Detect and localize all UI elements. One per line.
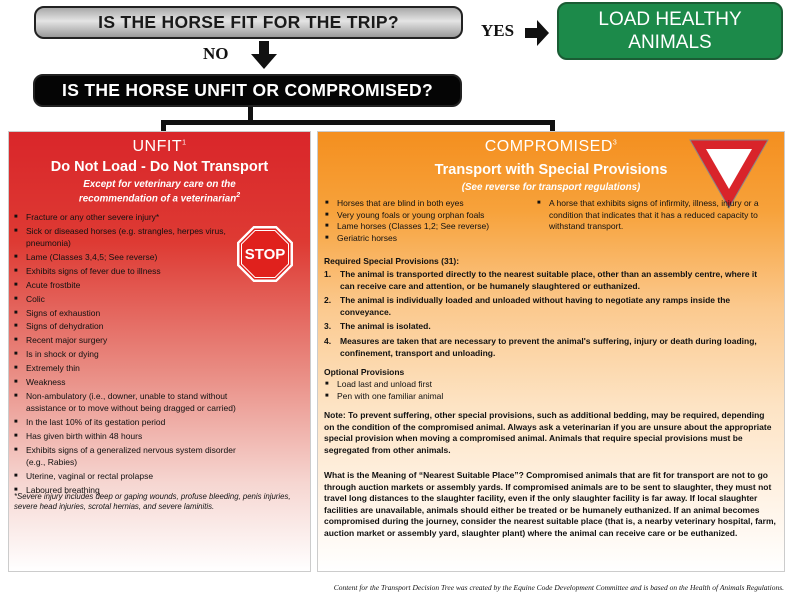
- unfit-list-item: ■ Sick or diseased horses (e.g. strangles, herpes virus, pneumonia): [13, 226, 241, 249]
- arrow-down-icon: [251, 41, 277, 69]
- unfit-panel: [8, 131, 311, 572]
- required-item-text: The animal is isolated.: [340, 321, 431, 332]
- unfit-list-item: ■ Signs of dehydration: [13, 321, 241, 333]
- unfit-list-item: ■ Non-ambulatory (i.e., downer, unable to stand without assistance or to move without being dragged or carried): [13, 391, 241, 414]
- yes-label: YES: [481, 21, 515, 40]
- fit-question-box: [34, 6, 463, 39]
- unfit-list-item: ■ Has given birth within 48 hours: [13, 431, 241, 443]
- required-item-number: 4.: [324, 335, 332, 346]
- note-paragraph: Note: To prevent suffering, other special provisions, such as additional bedding, may be required, depending on the condition of the compromised animal. Always ask a veterinarian if you are unsure about the appropriate special provision when moving a compromised animal. Animals that require special provisions must be segregated from other animals.: [324, 410, 772, 455]
- required-list-item: [324, 269, 772, 292]
- unfit-list-item: ■ Signs of exhaustion: [13, 308, 241, 320]
- nsp-text: Compromised animals that are fit for transport are not to go through auction markets or assembly yards. If compromised animals are to be sent to slaughter, they must not travel long distances to the slaughter facility, even if the only slaughter facility is far away. If local slaughter facilities are unavailable, animals should either be treated or be humanely euthanized. If an animal becomes compromised during the journey, consider the nearest suitable place (that is, a nearby veterinary hospital, farm, auction market or assembly yard, slaughter plant) where the animal can receive care or be euthanized.: [324, 470, 776, 538]
- unfit-list-item: ■ Lame (Classes 3,4,5; See reverse): [13, 252, 241, 264]
- required-item-text: The animal is individually loaded and unloaded without having to negotiate any ramps inside the conveyance.: [340, 295, 731, 317]
- required-item-text: Measures are taken that are necessary to prevent the animal's suffering, injury or death during loading, confinement, transport and unloading.: [340, 335, 757, 358]
- arrow-right-icon: [525, 20, 549, 46]
- load-healthy-text: LOAD HEALTHY ANIMALS: [598, 9, 742, 53]
- compromised-panel: [317, 131, 785, 572]
- unfit-list-item: ■ Exhibits signs of fever due to illness: [13, 266, 241, 278]
- unfit-question-box: [33, 74, 462, 107]
- compromised-list-item: ■ Geriatric horses: [324, 233, 539, 245]
- compromised-right-item: ■ A horse that exhibits signs of infirmity, illness, injury or a condition that indicates that it has a reduced capacity to withstand transport.: [536, 198, 774, 233]
- unfit-list-item: ■ Extremely thin: [13, 363, 241, 375]
- credit-line: Content for the Transport Decision Tree was created by the Equine Code Development Committee and is based on the Health of Animals Regulations.: [333, 583, 784, 592]
- compromised-list-item: ■ Horses that are blind in both eyes: [324, 198, 539, 210]
- stop-sign-text: STOP: [244, 246, 286, 263]
- unfit-list-item: ■ Colic: [13, 294, 241, 306]
- required-list-item: [324, 336, 772, 359]
- unfit-question-text: IS THE HORSE UNFIT OR COMPROMISED?: [62, 80, 433, 100]
- compromised-title-sup: 3: [612, 139, 618, 147]
- optional-list-item: ■ Load last and unload first: [324, 379, 624, 391]
- optional-list: [324, 379, 624, 402]
- optional-heading: Optional Provisions: [324, 367, 405, 377]
- unfit-list-item: ■ Recent major surgery: [13, 335, 241, 347]
- compromised-right-list: [536, 198, 774, 233]
- required-item-number: 2.: [324, 295, 332, 306]
- unfit-list-item: ■ Uterine, vaginal or rectal prolapse: [13, 471, 241, 483]
- compromised-subtitle: Transport with Special Provisions: [434, 162, 668, 178]
- required-list-item: [324, 321, 772, 333]
- unfit-list-item: ■ Acute frostbite: [13, 280, 241, 292]
- nearest-suitable-place: [324, 470, 776, 540]
- unfit-title-text: UNFIT: [132, 138, 183, 155]
- unfit-list-item: ■ Laboured breathing: [13, 485, 241, 497]
- required-item-text: The animal is transported directly to the nearest suitable place, other than an assembly centre, where it can receive care and attention, or be humanely slaughtered or euthanized.: [340, 269, 758, 291]
- nsp-heading: What is the Meaning of “Nearest Suitable Place”?: [324, 470, 524, 480]
- stop-sign-icon: [237, 226, 293, 282]
- unfit-title-sup: 1: [182, 139, 187, 147]
- bracket-bar: [161, 120, 555, 125]
- compromised-note: (See reverse for transport regulations): [461, 182, 641, 193]
- compromised-title-text: COMPROMISED: [484, 138, 613, 155]
- unfit-list-item: ■ Weakness: [13, 377, 241, 389]
- load-healthy-box: [557, 2, 783, 60]
- fit-question-text: IS THE HORSE FIT FOR THE TRIP?: [98, 12, 399, 32]
- unfit-note-text: Except for veterinary care on the recommendation of a veterinarian: [78, 179, 237, 205]
- required-item-number: 3.: [324, 321, 332, 332]
- unfit-note-sup: 2: [236, 192, 241, 199]
- no-label: NO: [203, 44, 229, 63]
- required-list: [324, 269, 772, 362]
- unfit-list-item: ■ In the last 10% of its gestation period: [13, 417, 241, 429]
- unfit-list-item: ■ Is in shock or dying: [13, 349, 241, 361]
- required-item-number: 1.: [324, 269, 332, 279]
- compromised-list-item: ■ Lame horses (Classes 1,2; See reverse): [324, 221, 539, 233]
- compromised-list-item: ■ Very young foals or young orphan foals: [324, 210, 539, 222]
- unfit-list-item: ■ Fracture or any other severe injury*: [13, 212, 241, 224]
- required-list-item: [324, 295, 772, 318]
- unfit-footnote: *Severe injury includes deep or gaping wounds, profuse bleeding, penis injuries, severe head injuries, scrotal hernias, and severe laminitis.: [14, 492, 291, 511]
- required-heading: Required Special Provisions (31):: [324, 256, 460, 266]
- unfit-title: [9, 138, 310, 156]
- optional-list-item: ■ Pen with one familiar animal: [324, 391, 624, 403]
- unfit-note: [9, 179, 310, 204]
- compromised-list: [324, 198, 539, 244]
- unfit-list-item: ■ Exhibits signs of a generalized nervous system disorder (e.g., Rabies): [13, 445, 241, 468]
- unfit-subtitle: Do Not Load - Do Not Transport: [50, 159, 269, 175]
- unfit-list: [13, 212, 241, 499]
